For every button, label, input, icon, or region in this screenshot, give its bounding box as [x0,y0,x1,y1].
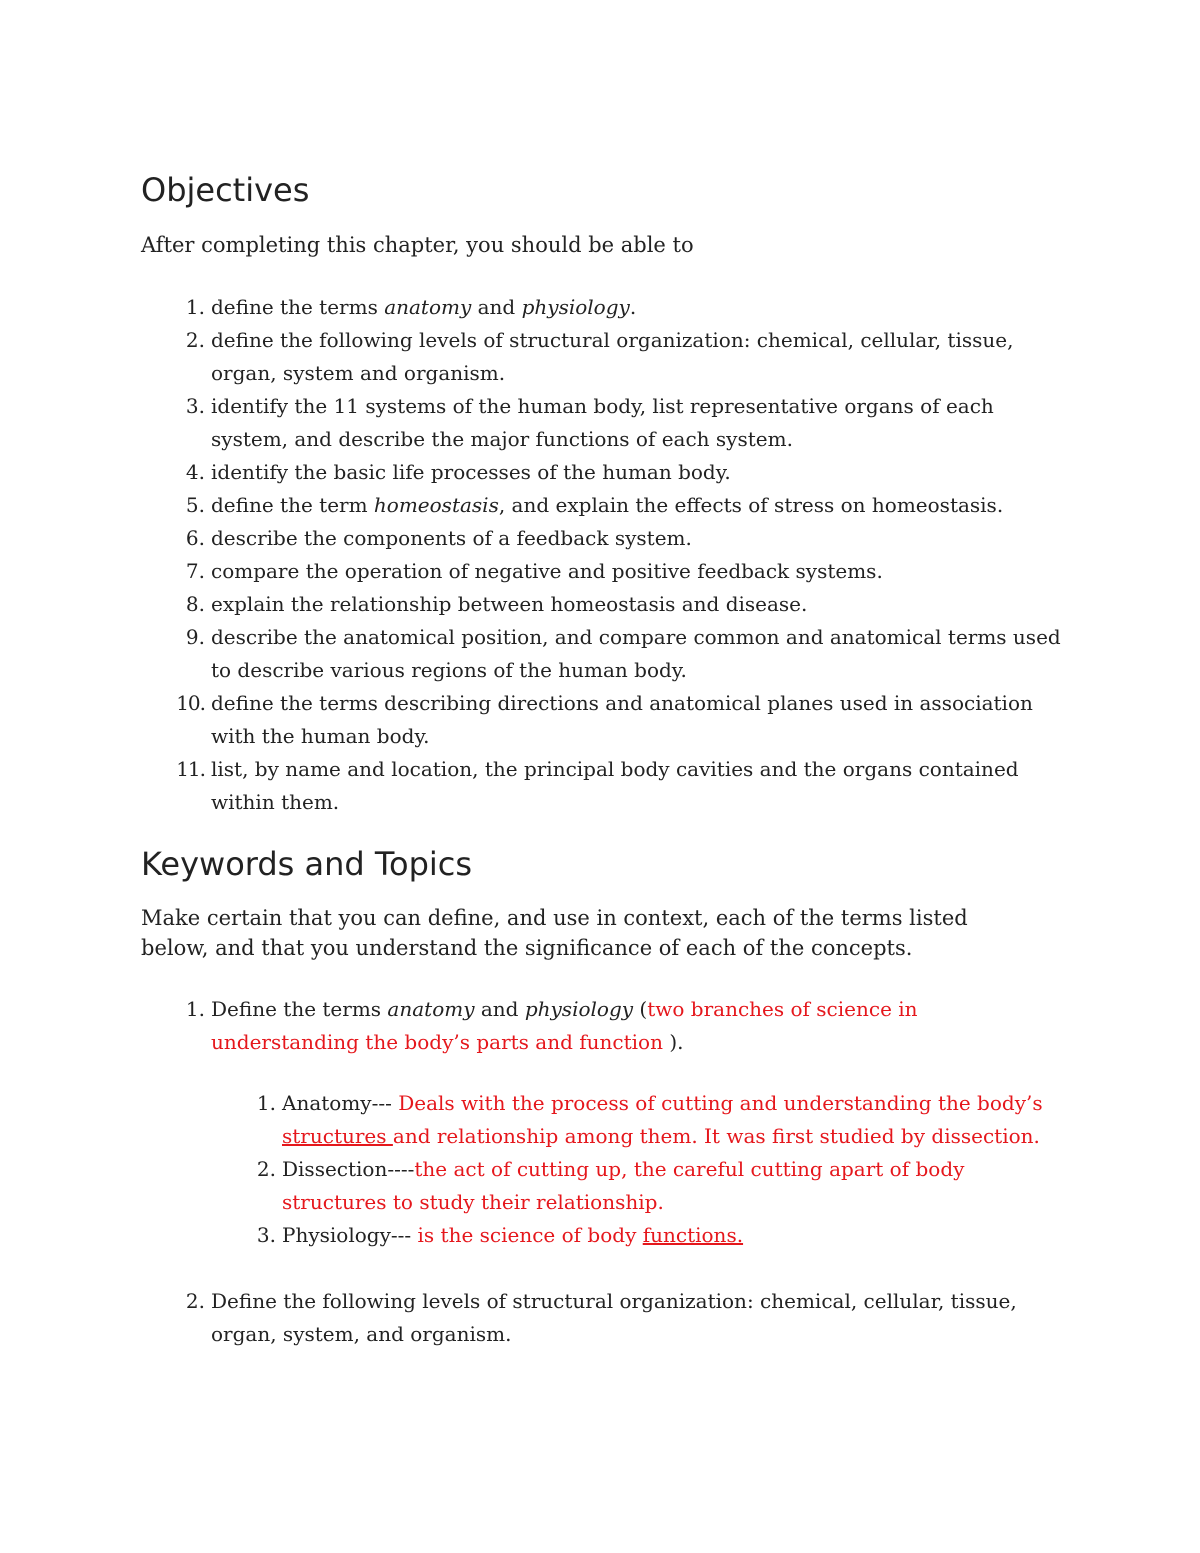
list-item: 8. explain the relationship between homeostasis and disease. [185,592,808,616]
objectives-intro: After completing this chapter, you should be able to [141,233,694,257]
term-homeostasis: homeostasis [373,493,499,517]
keywords-sublist [212,1087,1052,1252]
list-item: 5. define the term homeostasis, and explain the effects of stress on homeostasis. [185,493,1004,517]
list-item: 9. describe the anatomical position, and compare common and anatomical terms used to describe various regions of the human body. [185,625,1061,682]
term-label: Physiology--- [282,1223,412,1247]
term-physiology: physiology [524,997,634,1021]
list-item: 1. define the terms anatomy and physiology. [185,295,637,319]
keywords-intro: Make certain that you can define, and use in context, each of the terms listed below, and that you understand the significance of each of the concepts. [141,906,968,960]
list-item: 10. define the terms describing directions and anatomical planes used in association with the human body. [176,691,1033,748]
objectives-list [141,291,1071,819]
list-item: 11. list, by name and location, the principal body cavities and the organs contained within them. [176,757,1019,814]
term-label: Anatomy--- [282,1091,392,1115]
list-item: 1. Anatomy--- Deals with the process of cutting and understanding the body’s structures and relationship among them. It was first studied by dissection. [256,1091,1043,1148]
term-label: Dissection---- [282,1157,415,1181]
underlined-term: structures [282,1124,393,1148]
objectives-heading: Objectives [141,171,310,209]
list-item: 2. Define the following levels of structural organization: chemical, cellular, tissue, organ, system, and organism. [185,1289,1017,1346]
list-item: 7. compare the operation of negative and positive feedback systems. [185,559,883,583]
list-item: 3. Physiology--- is the science of body functions. [256,1223,744,1247]
term-anatomy: anatomy [387,997,475,1021]
list-item: 2. define the following levels of structural organization: chemical, cellular, tissue, organ, system and organism. [185,328,1014,385]
keywords-list-continued [141,1285,1021,1351]
list-item: 3. identify the 11 systems of the human body, list representative organs of each system, and describe the major functions of each system. [185,394,994,451]
underlined-term: functions. [642,1223,744,1247]
list-item: 2. Dissection----the act of cutting up, the careful cutting apart of body structures to study their relationship. [256,1157,965,1214]
answer-note: two branches of science in understanding the body’s parts and function [211,997,918,1054]
term-anatomy: anatomy [384,295,472,319]
list-item: 4. identify the basic life processes of the human body. [185,460,731,484]
keywords-heading: Keywords and Topics [141,845,473,883]
keywords-list [141,993,1021,1059]
list-item: 6. describe the components of a feedback system. [185,526,692,550]
term-physiology: physiology [521,295,630,319]
list-item: 1. Define the terms anatomy and physiology (two branches of science in understanding the body’s parts and function ). [185,997,918,1054]
